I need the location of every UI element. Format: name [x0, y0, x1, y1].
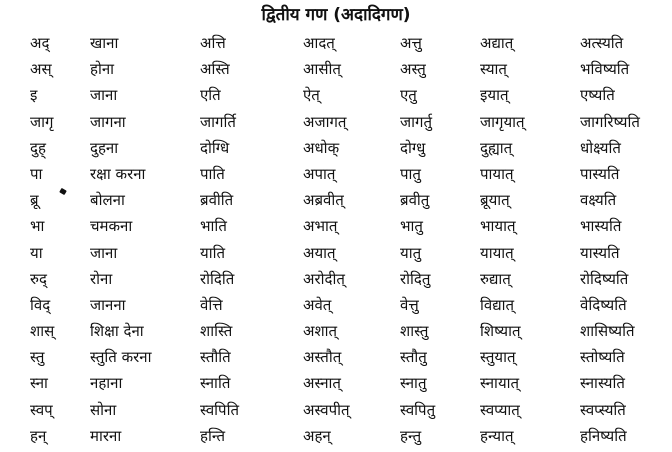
- cell-optative: स्तुयात्: [480, 348, 516, 367]
- cell-meaning: दुहना: [90, 138, 119, 157]
- cell-future: धोक्ष्यति: [580, 138, 621, 157]
- page-title: द्वितीय गण (अदादिगण): [261, 5, 411, 25]
- cell-optative: पायात्: [480, 164, 514, 183]
- cell-meaning: बोलना: [90, 191, 125, 210]
- cell-imperative: स्वपितु: [400, 400, 436, 419]
- cell-meaning: जानना: [90, 295, 126, 314]
- cell-future: यास्यति: [580, 243, 620, 262]
- cell-root: जागृ: [30, 112, 54, 131]
- cell-future: जागरिष्यति: [580, 112, 640, 131]
- cell-meaning: सोना: [90, 400, 117, 419]
- cell-optative: हन्यात्: [480, 426, 514, 445]
- cell-present: अत्ति: [200, 34, 226, 52]
- cell-root: स्ना: [30, 374, 48, 393]
- cell-root: अद्: [30, 34, 50, 52]
- table-row: [0, 424, 672, 450]
- cell-past: अशात्: [303, 322, 338, 341]
- cell-imperative: दोग्धु: [400, 138, 426, 157]
- cell-imperative: शास्तु: [400, 322, 429, 341]
- cell-root: रुद्: [30, 269, 47, 288]
- cell-past: आदत्: [303, 34, 335, 52]
- cell-past: अहन्: [303, 426, 331, 445]
- table-row: [0, 398, 672, 424]
- cell-meaning: रोना: [90, 269, 113, 288]
- cell-meaning: जाना: [90, 86, 118, 105]
- cell-present: स्नाति: [200, 374, 231, 393]
- cell-past: अवेत्: [303, 295, 332, 314]
- cell-imperative: पातु: [400, 164, 421, 183]
- table-row: [0, 188, 672, 214]
- cell-optative: स्यात्: [480, 60, 507, 79]
- cell-meaning: जाना: [90, 243, 118, 262]
- table-row: [0, 345, 672, 371]
- cell-optative: अद्यात्: [480, 34, 514, 52]
- cell-imperative: अत्तु: [400, 34, 422, 52]
- cell-imperative: वेत्तु: [400, 295, 419, 314]
- cell-present: जागर्ति: [200, 112, 236, 131]
- cell-future: वेदिष्यति: [580, 295, 627, 314]
- cell-future: पास्यति: [580, 164, 620, 183]
- table-row: [0, 162, 672, 188]
- cell-past: अजागत्: [303, 112, 347, 131]
- cell-imperative: हन्तु: [400, 426, 422, 445]
- cell-imperative: ब्रवीतु: [400, 191, 430, 210]
- cell-present: शास्ति: [200, 322, 233, 341]
- cell-future: अत्स्यति: [580, 34, 624, 52]
- table-row: [0, 31, 672, 57]
- cell-future: वक्ष्यति: [580, 191, 617, 210]
- cell-past: अस्वपीत्: [303, 400, 350, 419]
- cell-optative: शिष्यात्: [480, 322, 521, 341]
- cell-root: पा: [30, 164, 43, 183]
- cell-present: रोदिति: [200, 269, 235, 288]
- table-row: [0, 110, 672, 136]
- cell-future: स्तोष्यति: [580, 348, 625, 367]
- cell-root: शास्: [30, 322, 55, 341]
- cell-imperative: जागर्तु: [400, 112, 433, 131]
- cell-meaning: स्तुति करना: [90, 348, 152, 367]
- cell-past: अयात्: [303, 243, 336, 262]
- cell-present: हन्ति: [200, 426, 226, 445]
- table-row: [0, 319, 672, 345]
- cell-optative: ब्रूयात्: [480, 191, 510, 210]
- cell-present: वेत्ति: [200, 295, 223, 314]
- cell-meaning: जागना: [90, 112, 126, 131]
- cell-past: अरोदीत्: [303, 269, 345, 288]
- cell-root: इ: [30, 86, 38, 105]
- cell-future: रोदिष्यति: [580, 269, 629, 288]
- cell-future: शासिष्यति: [580, 322, 635, 341]
- cell-meaning: खाना: [90, 34, 119, 52]
- cell-root: स्वप्: [30, 400, 53, 419]
- cell-present: दोग्धि: [200, 138, 230, 157]
- cell-future: भविष्यति: [580, 60, 630, 79]
- cell-imperative: एतु: [400, 86, 417, 105]
- cell-imperative: भातु: [400, 217, 423, 236]
- cell-meaning: मारना: [90, 426, 122, 445]
- cell-present: स्तौति: [200, 348, 231, 367]
- cell-present: अस्ति: [200, 60, 230, 79]
- conjugation-table: [0, 31, 672, 450]
- cell-optative: विद्यात्: [480, 295, 515, 314]
- cell-imperative: यातु: [400, 243, 422, 262]
- cell-imperative: स्नातु: [400, 374, 427, 393]
- cell-root: दुह्: [30, 138, 46, 157]
- cell-optative: यायात्: [480, 243, 514, 262]
- table-row: [0, 241, 672, 267]
- cell-past: अब्रवीत्: [303, 191, 344, 210]
- cell-future: स्नास्यति: [580, 374, 625, 393]
- cell-optative: भायात्: [480, 217, 516, 236]
- cell-present: स्वपिति: [200, 400, 240, 419]
- cell-past: अस्तौत्: [303, 348, 342, 367]
- cell-past: अधोक्: [303, 138, 340, 157]
- cell-present: याति: [200, 243, 226, 262]
- cell-past: अपात्: [303, 164, 336, 183]
- table-row: [0, 83, 672, 109]
- cell-imperative: अस्तु: [400, 60, 426, 79]
- cell-root: या: [30, 243, 43, 262]
- table-row: [0, 293, 672, 319]
- table-row: [0, 371, 672, 397]
- table-row: [0, 136, 672, 162]
- cell-future: हनिष्यति: [580, 426, 627, 445]
- cell-past: अस्नात्: [303, 374, 341, 393]
- cell-root: स्तु: [30, 348, 45, 367]
- cell-root: अस्: [30, 60, 52, 79]
- cell-meaning: होना: [90, 60, 115, 79]
- cell-present: ब्रवीति: [200, 191, 234, 210]
- cell-present: पाति: [200, 164, 225, 183]
- cell-past: अभात्: [303, 217, 338, 236]
- cell-optative: स्नायात्: [480, 374, 520, 393]
- cell-present: एति: [200, 86, 221, 105]
- cell-optative: स्वप्यात्: [480, 400, 520, 419]
- cell-root: भा: [30, 217, 45, 236]
- cell-imperative: रोदितु: [400, 269, 431, 288]
- cell-optative: दुह्यात्: [480, 138, 513, 157]
- cell-root: हन्: [30, 426, 47, 445]
- cell-optative: इयात्: [480, 86, 509, 105]
- cell-optative: रुद्यात्: [480, 269, 511, 288]
- table-row: [0, 57, 672, 83]
- cell-present: भाति: [200, 217, 227, 236]
- table-row: [0, 267, 672, 293]
- cell-root: विद्: [30, 295, 51, 314]
- cell-meaning: शिक्षा देना: [90, 322, 144, 341]
- cell-root: ब्रू: [30, 191, 39, 210]
- cell-meaning: रक्षा करना: [90, 164, 146, 183]
- cell-meaning: नहाना: [90, 374, 123, 393]
- cell-future: एष्यति: [580, 86, 615, 105]
- table-row: [0, 214, 672, 240]
- cell-future: स्वप्स्यति: [580, 400, 626, 419]
- cell-optative: जागृयात्: [480, 112, 525, 131]
- cell-future: भास्यति: [580, 217, 622, 236]
- cell-past: ऐत्: [303, 86, 320, 105]
- cell-imperative: स्तौतु: [400, 348, 427, 367]
- cell-past: आसीत्: [303, 60, 341, 79]
- cell-meaning: चमकना: [90, 217, 133, 236]
